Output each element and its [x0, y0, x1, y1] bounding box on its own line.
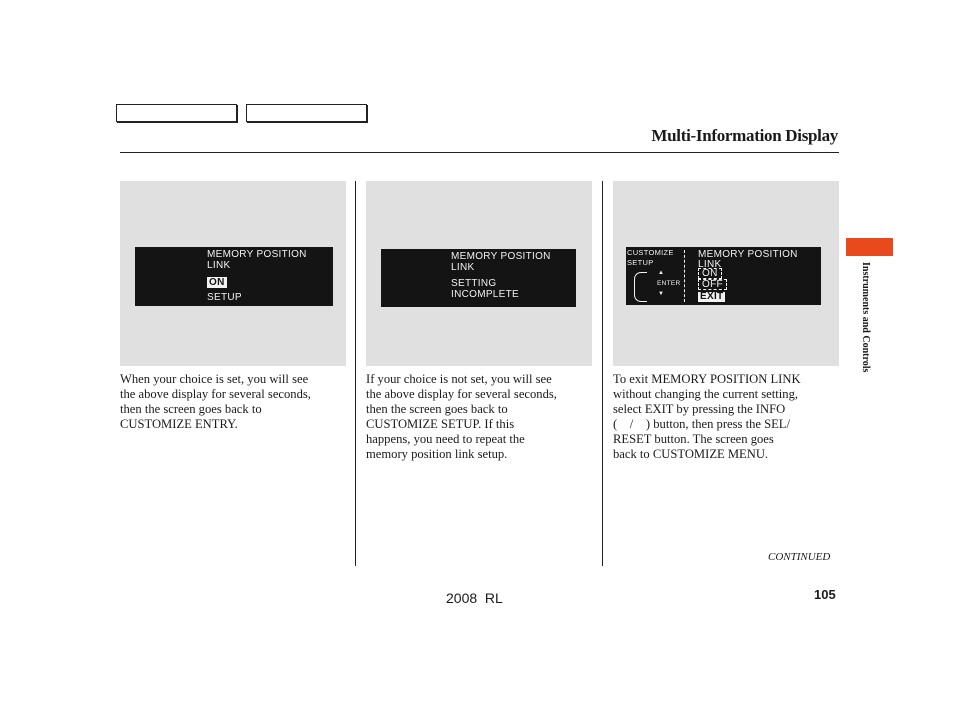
- screen-enter-label: ENTER: [657, 280, 681, 287]
- screen-line: SETTING: [451, 278, 497, 289]
- screen-option: ON: [698, 268, 722, 279]
- text-line: happens, you need to repeat the: [366, 432, 525, 446]
- text-line: CUSTOMIZE SETUP. If this: [366, 417, 515, 431]
- screen-line: MEMORY POSITION: [698, 249, 798, 260]
- screen-option-selected: ON: [209, 277, 225, 288]
- text-line: CUSTOMIZE ENTRY.: [120, 417, 238, 431]
- text-line: To exit MEMORY POSITION LINK: [613, 372, 801, 386]
- screen-line: INCOMPLETE: [451, 289, 520, 300]
- screen-option: OFF: [698, 279, 727, 290]
- screen-side-line: SETUP: [627, 258, 654, 267]
- screen-line: MEMORY POSITION: [207, 249, 307, 260]
- footer-model: 2008 RL: [446, 590, 503, 606]
- screen-line: LINK: [698, 259, 722, 270]
- display-figure-1: [120, 181, 346, 366]
- section-label: Instruments and Controls: [860, 262, 871, 373]
- column-divider-2: [602, 181, 603, 566]
- screen-line: MEMORY POSITION: [451, 251, 551, 262]
- screen-option-selected: EXIT: [700, 291, 724, 302]
- display-figure-3: [613, 181, 839, 366]
- text-line: ( / ) button, then press the SEL/: [613, 417, 790, 431]
- text-line: When your choice is set, you will see: [120, 372, 309, 386]
- column-1-text: [120, 372, 352, 432]
- text-line: If your choice is not set, you will see: [366, 372, 552, 386]
- text-line: back to CUSTOMIZE MENU.: [613, 447, 769, 461]
- column-2-text: [366, 372, 598, 462]
- text-line: RESET button. The screen goes: [613, 432, 774, 446]
- screen-divider: [684, 250, 685, 302]
- nav-tab-2[interactable]: [246, 104, 367, 122]
- display-screen-1: [135, 247, 333, 306]
- arrow-down-icon: ▼: [658, 291, 665, 297]
- page-number: 105: [814, 587, 836, 602]
- display-screen-3: [626, 247, 821, 305]
- text-line: select EXIT by pressing the INFO: [613, 402, 786, 416]
- text-line: the above display for several seconds,: [366, 387, 557, 401]
- column-divider-1: [355, 181, 356, 566]
- display-screen-2: [381, 249, 576, 307]
- screen-side-line: CUSTOMIZE: [627, 248, 674, 257]
- section-tab[interactable]: [846, 238, 893, 256]
- screen-line: SETUP: [207, 292, 242, 303]
- text-line: the above display for several seconds,: [120, 387, 311, 401]
- text-line: then the screen goes back to: [366, 402, 508, 416]
- display-figure-2: [366, 181, 592, 366]
- screen-line: LINK: [207, 260, 231, 271]
- text-line: then the screen goes back to: [120, 402, 262, 416]
- screen-line: LINK: [451, 262, 475, 273]
- selector-dial-icon: [634, 272, 647, 302]
- text-line: without changing the current setting,: [613, 387, 799, 401]
- page-title: Multi-Information Display: [651, 126, 838, 145]
- column-3-text: [613, 372, 845, 462]
- arrow-up-icon: ▲: [658, 270, 665, 276]
- header-rule: [120, 152, 839, 153]
- nav-tab-1[interactable]: [116, 104, 237, 122]
- text-line: memory position link setup.: [366, 447, 508, 461]
- continued-label: CONTINUED: [768, 551, 831, 563]
